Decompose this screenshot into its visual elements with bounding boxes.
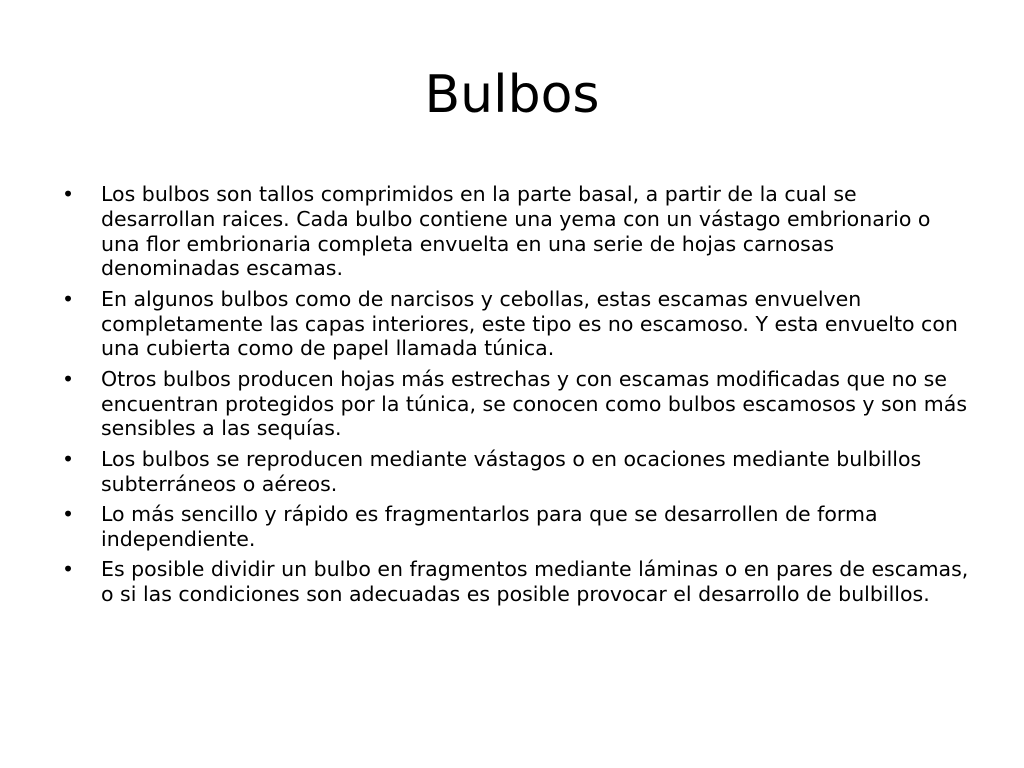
bullet-item — [62, 182, 972, 281]
bullet-list — [62, 182, 972, 612]
slide-title: Bulbos — [424, 65, 600, 125]
bullet-text: En algunos bulbos como de narcisos y cebollas, estas escamas envuelven completamente las capas interiores, este tipo es no escamoso. Y esta envuelto con una cubierta como de papel llamada túnica. — [101, 286, 958, 361]
bullet-item — [62, 287, 972, 361]
bullet-icon: • — [62, 501, 75, 526]
bullet-icon: • — [62, 557, 75, 582]
bullet-text: Es posible dividir un bulbo en fragmentos mediante láminas o en pares de escamas, o si las condiciones son adecuadas es posible provocar el desarrollo de bulbillos. — [101, 557, 969, 606]
bullet-item — [62, 502, 972, 552]
bullet-text: Los bulbos se reproducen mediante vástagos o en ocaciones mediante bulbillos subterráneos o aéreos. — [101, 446, 922, 496]
bullet-text: Lo más sencillo y rápido es fragmentarlos para que se desarrollen de forma independiente. — [101, 501, 878, 551]
bullet-icon: • — [62, 286, 75, 311]
bullet-item — [62, 557, 972, 607]
bullet-icon: • — [62, 366, 75, 391]
bullet-text: Los bulbos son tallos comprimidos en la parte basal, a partir de la cual se desarrollan raices. Cada bulbo contiene una yema con un vástago embrionario o una flor embrionaria completa envuelta en una serie de hojas carnosas denominadas escamas. — [101, 182, 931, 281]
bullet-icon: • — [62, 182, 75, 206]
bullet-icon: • — [62, 446, 75, 471]
bullet-item — [62, 447, 972, 497]
bullet-item — [62, 367, 972, 441]
bullet-text: Otros bulbos producen hojas más estrechas y con escamas modificadas que no se encuentran protegidos por la túnica, se conocen como bulbos escamosos y son más sensibles a las sequías. — [101, 366, 968, 441]
